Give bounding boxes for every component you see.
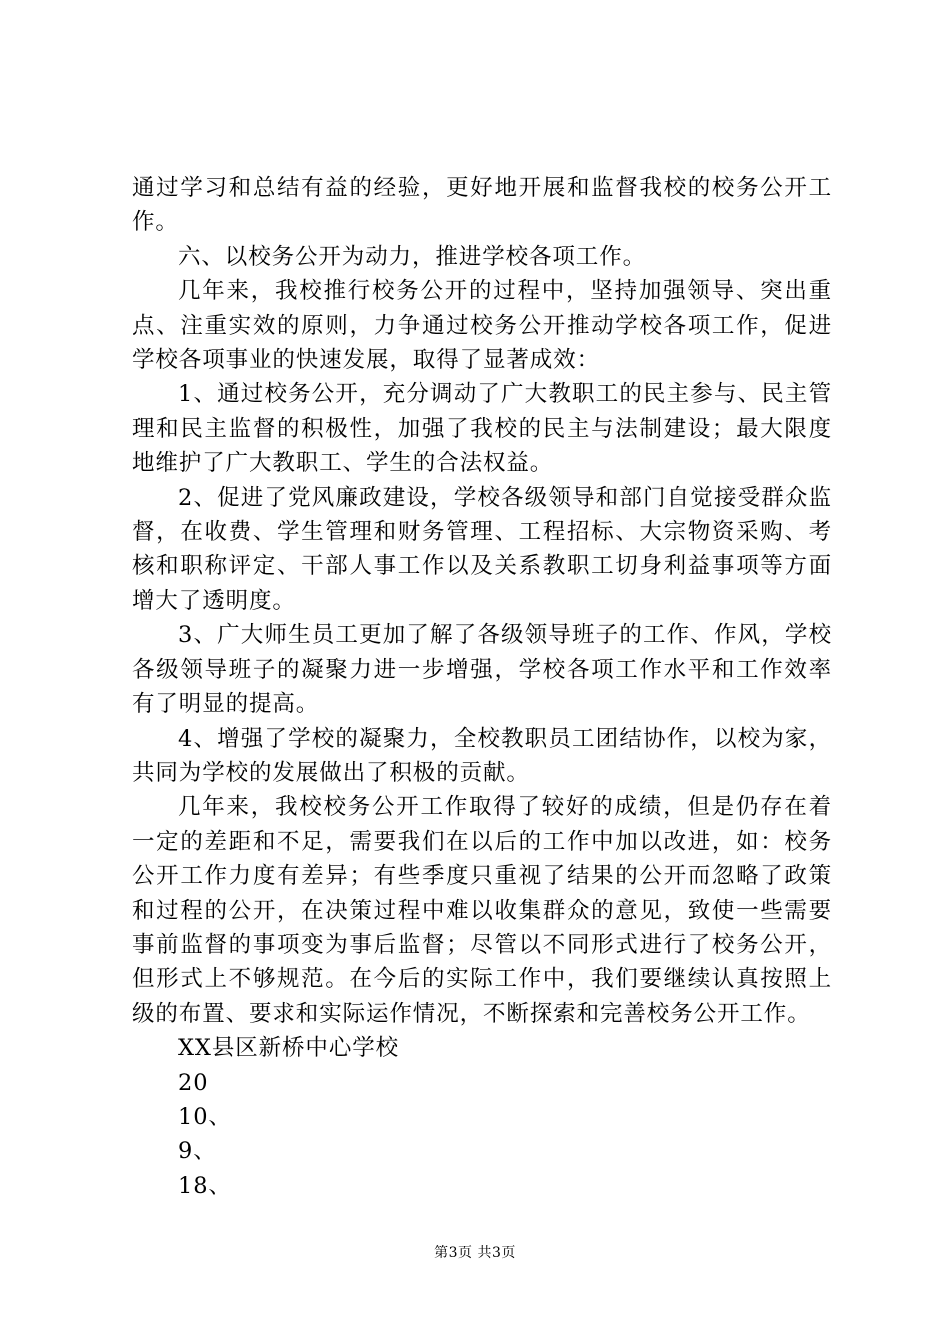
- paragraph-point-2: 2、促进了党风廉政建设，学校各级领导和部门自觉接受群众监督，在收费、学生管理和财务管理、工程招标、大宗物资采购、考核和职称评定、干部人事工作以及关系教职工切身利益事项等方面增大了透明度。: [132, 484, 832, 614]
- section-heading-six: 六、以校务公开为动力，推进学校各项工作。: [178, 243, 647, 270]
- paragraph-point-4: 4、增强了学校的凝聚力，全校教职员工团结协作，以校为家，共同为学校的发展做出了积极的贡献。: [132, 725, 832, 786]
- signature-block: [132, 1031, 832, 1203]
- signature-date-line: 10、: [178, 1103, 232, 1130]
- paragraph-intro-continued: 通过学习和总结有益的经验，更好地开展和监督我校的校务公开工作。: [132, 175, 832, 236]
- document-body: [132, 171, 832, 1203]
- page-number-label: 第3页 共3页: [434, 1245, 516, 1261]
- page-footer: [0, 1243, 950, 1263]
- signature-org: XX县区新桥中心学校: [178, 1035, 400, 1062]
- paragraph-shortcomings: 几年来，我校校务公开工作取得了较好的成绩，但是仍存在着一定的差距和不足，需要我们在以后的工作中加以改进，如：校务公开工作力度有差异；有些季度只重视了结果的公开而忽略了政策和过程的公开，在决策过程中难以收集群众的意见，致使一些需要事前监督的事项变为事后监督；尽管以不同形式进行了校务公开，但形式上不够规范。在今后的实际工作中，我们要继续认真按照上级的布置、要求和实际运作情况，不断探索和完善校务公开工作。: [132, 794, 832, 1027]
- paragraph-point-3: 3、广大师生员工更加了解了各级领导班子的工作、作风，学校各级领导班子的凝聚力进一步增强，学校各项工作水平和工作效率有了明显的提高。: [132, 622, 832, 718]
- signature-date-line: 9、: [178, 1138, 217, 1165]
- signature-date-line: 20: [178, 1069, 209, 1096]
- paragraph-point-1: 1、通过校务公开，充分调动了广大教职工的民主参与、民主管理和民主监督的积极性，加强了我校的民主与法制建设；最大限度地维护了广大教职工、学生的合法权益。: [132, 381, 832, 477]
- signature-date-line: 18、: [178, 1172, 232, 1199]
- paragraph-achievements-intro: 几年来，我校推行校务公开的过程中，坚持加强领导、突出重点、注重实效的原则，力争通过校务公开推动学校各项工作，促进学校各项事业的快速发展，取得了显著成效：: [132, 278, 832, 374]
